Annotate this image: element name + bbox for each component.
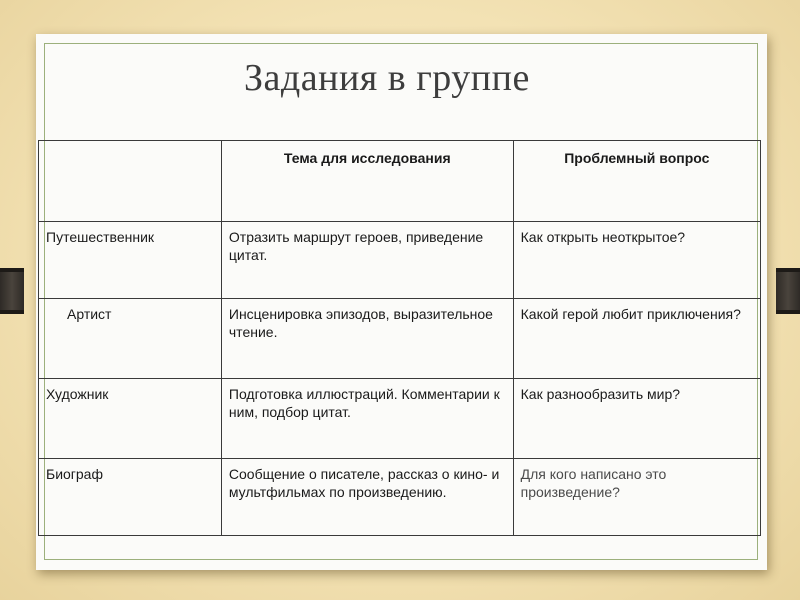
right-bracket-decoration	[776, 268, 800, 314]
topic-cell: Подготовка иллюстраций. Комментарии к ним, подбор цитат.	[221, 379, 513, 459]
question-cell: Для кого написано это произведение?	[513, 459, 760, 536]
topic-cell: Сообщение о писателе, рассказ о кино- и мультфильмах по произведению.	[221, 459, 513, 536]
role-cell: Путешественник	[39, 222, 222, 299]
table-row	[39, 379, 761, 459]
header-cell-role	[39, 141, 222, 222]
table-row	[39, 459, 761, 536]
question-cell: Как разнообразить мир?	[513, 379, 760, 459]
table-row	[39, 222, 761, 299]
slide-title: Задания в группе	[244, 57, 530, 99]
question-cell: Как открыть неоткрытое?	[513, 222, 760, 299]
role-cell: Биограф	[39, 459, 222, 536]
table-header-row	[39, 141, 761, 222]
left-bracket-decoration	[0, 268, 24, 314]
question-cell: Какой герой любит приключения?	[513, 299, 760, 379]
table-row	[39, 299, 761, 379]
topic-cell: Инсценировка эпизодов, выразительное чтение.	[221, 299, 513, 379]
tasks-table	[38, 140, 761, 536]
role-cell: Артист	[39, 299, 222, 379]
header-cell-topic: Тема для исследования	[221, 141, 513, 222]
header-cell-question: Проблемный вопрос	[513, 141, 760, 222]
role-cell: Художник	[39, 379, 222, 459]
topic-cell: Отразить маршрут героев, приведение цитат.	[221, 222, 513, 299]
